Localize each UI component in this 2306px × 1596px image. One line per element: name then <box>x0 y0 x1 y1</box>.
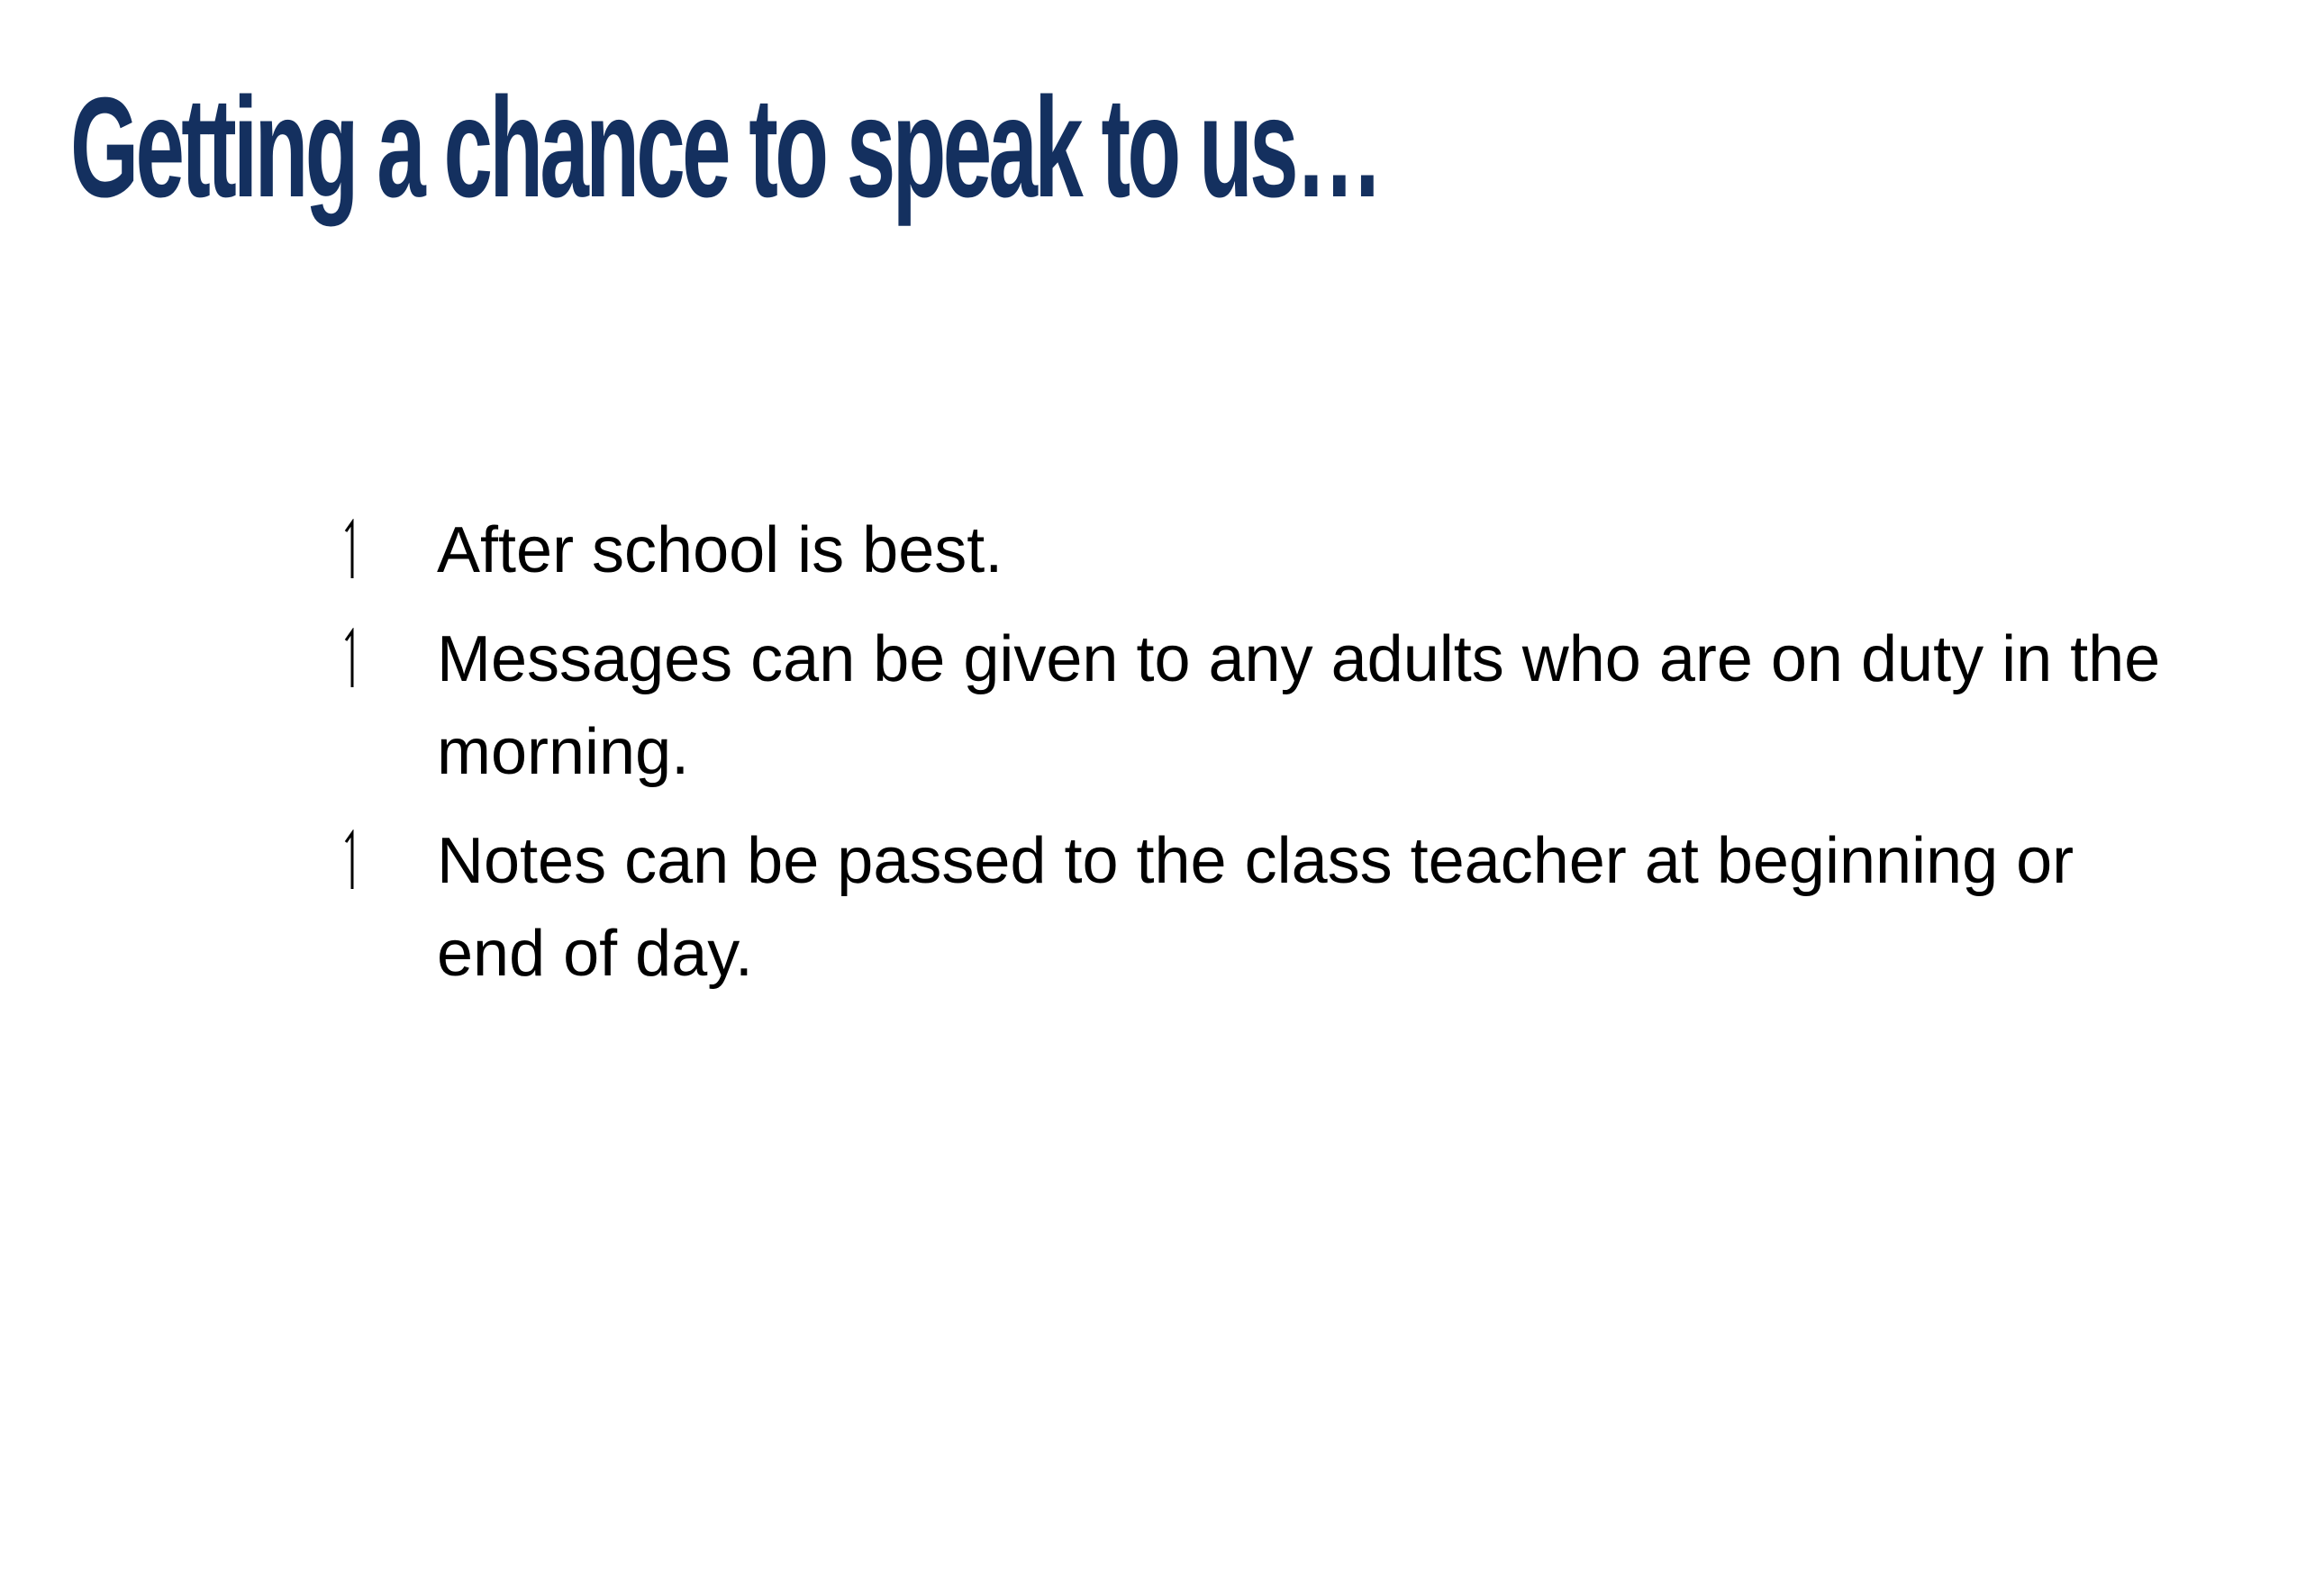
bullet-text: After school is best. <box>437 514 1003 586</box>
bullet-item <box>342 815 2171 1001</box>
bullet-marker-icon <box>342 519 360 584</box>
bullet-item <box>342 613 2171 799</box>
bullet-text: Notes can be passed to the class teacher at beginning or end of day. <box>437 825 2074 990</box>
slide-title: Getting a chance to speak to us… <box>70 68 1381 227</box>
bullet-list <box>342 504 2171 1017</box>
bullet-marker-icon <box>342 830 360 894</box>
bullet-text: Messages can be given to any adults who are on duty in the morning. <box>437 623 2161 788</box>
bullet-item <box>342 504 2171 597</box>
bullet-marker-icon <box>342 628 360 693</box>
